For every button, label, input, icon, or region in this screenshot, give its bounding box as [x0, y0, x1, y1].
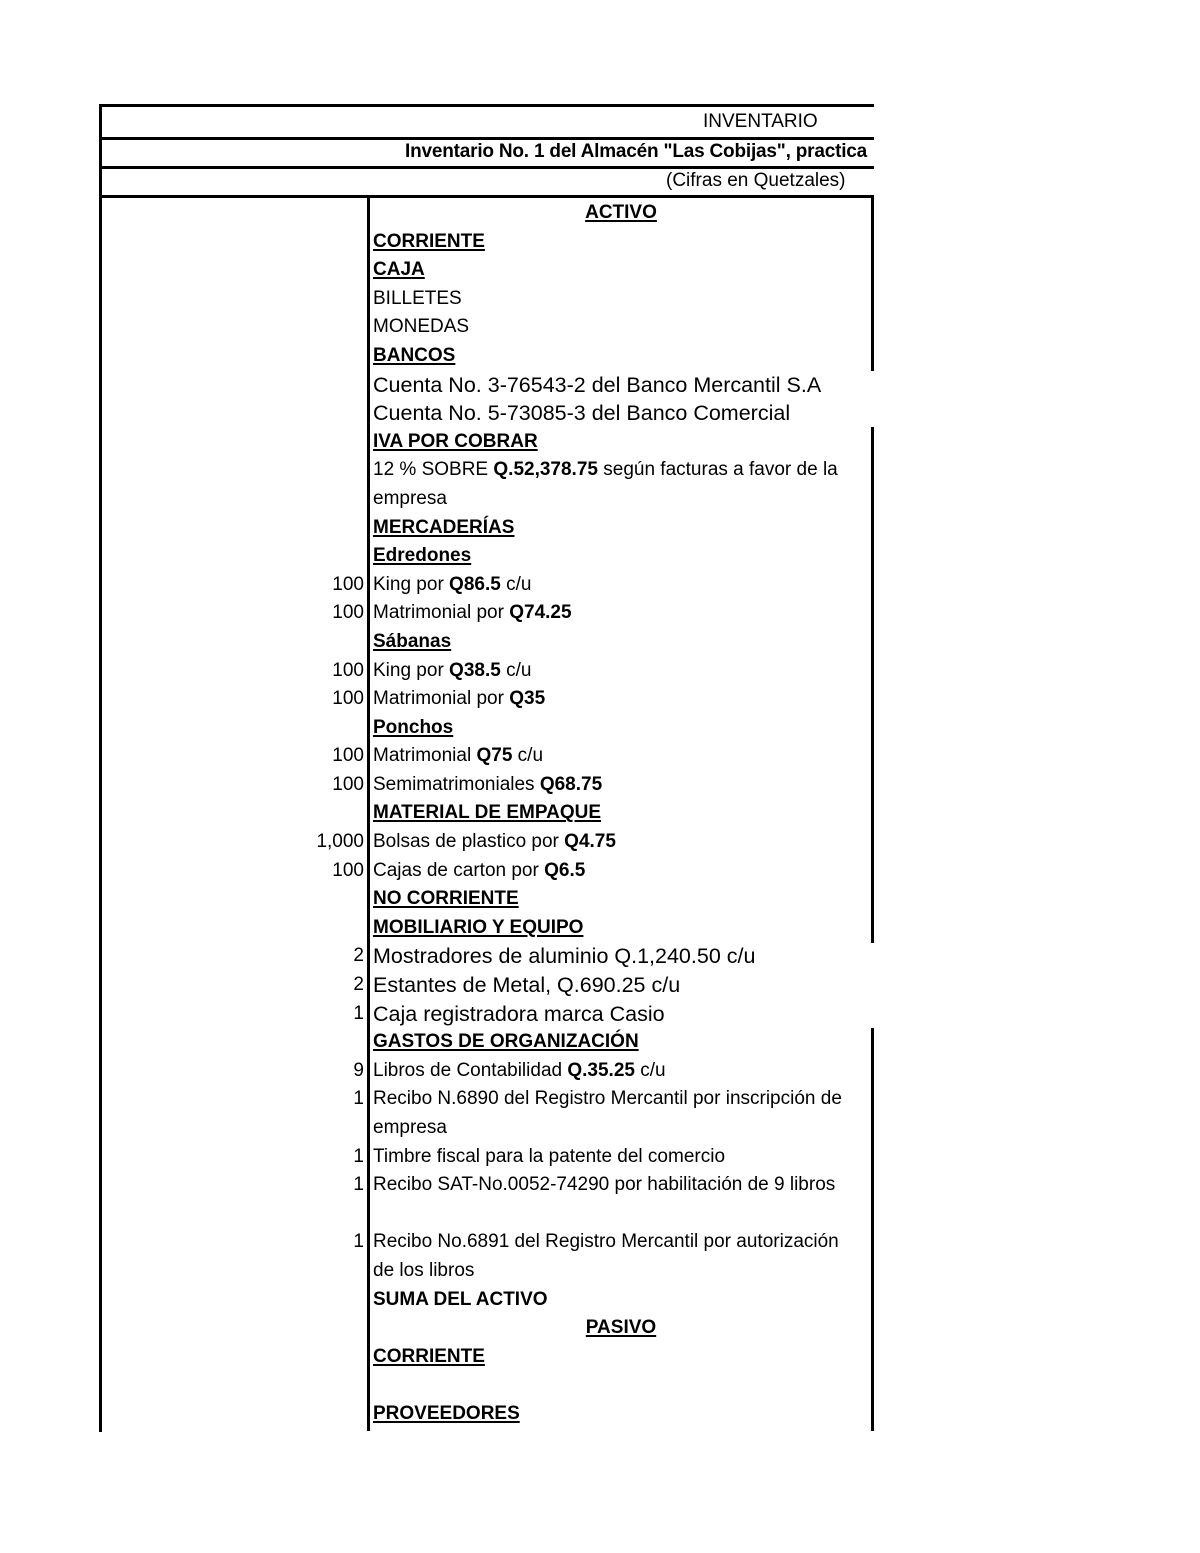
table-row [102, 685, 872, 714]
item-name: Libros de Contabilidad [373, 1059, 568, 1081]
table-row [102, 971, 872, 1000]
table-row [102, 771, 872, 800]
iva-text: 12 % SOBRE [373, 459, 494, 481]
list-item [102, 399, 872, 428]
suma-activo-row [102, 1286, 872, 1315]
edredones-heading: Edredones [373, 545, 472, 567]
item-name: Matrimonial por [373, 688, 510, 710]
item-quantity: 100 [332, 773, 364, 795]
table-row [102, 1257, 872, 1286]
table-row [102, 1228, 872, 1257]
item-quantity: 100 [332, 688, 364, 710]
pasivo-heading: PASIVO [585, 1317, 657, 1339]
item-quantity: 100 [332, 745, 364, 767]
item-name: Bolsas de plastico por [373, 831, 565, 853]
item-quantity: 9 [353, 1059, 364, 1081]
caja-item-billetes: BILLETES [373, 287, 462, 309]
item-description: Mostradores de aluminio Q.1,240.50 c/u [373, 944, 756, 969]
item-unit: c/u [500, 659, 532, 681]
item-description: Recibo N.6890 del Registro Mercantil por inscripción de [373, 1088, 842, 1110]
table-row [102, 657, 872, 686]
table-row [102, 942, 872, 971]
item-quantity: 2 [353, 945, 364, 967]
no-corriente-heading-row [102, 885, 872, 914]
caja-item-monedas: MONEDAS [373, 316, 470, 338]
item-quantity: 1 [353, 1231, 364, 1253]
bank-account-2: Cuenta No. 5-73085-3 del Banco Comercial [373, 401, 791, 426]
item-quantity: 1,000 [316, 831, 364, 853]
item-description: Timbre fiscal para la patente del comercio [373, 1145, 726, 1167]
caja-heading: CAJA [373, 259, 425, 281]
item-price: Q6.5 [544, 859, 586, 881]
inventory-body [102, 199, 872, 1429]
table-row [102, 1057, 872, 1086]
pasivo-heading-row [102, 1314, 872, 1343]
currency-note: (Cifras en Quetzales) [666, 170, 846, 191]
currency-note-row [102, 168, 872, 194]
iva-heading: IVA POR COBRAR [373, 430, 538, 452]
iva-amount: Q.52,378.75 [493, 459, 598, 481]
item-unit: c/u [500, 573, 532, 595]
item-quantity: 1 [353, 1174, 364, 1196]
item-description: Recibo SAT-No.0052-74290 por habilitación de 9 libros [373, 1174, 836, 1196]
list-item [102, 285, 872, 314]
sheet-subtitle: Inventario No. 1 del Almacén "Las Cobijas", practica [405, 141, 868, 162]
table-row [102, 1000, 872, 1029]
list-item [102, 456, 872, 485]
mercaderias-heading: MERCADERÍAS [373, 516, 515, 538]
bancos-heading: BANCOS [373, 344, 456, 366]
title-row [102, 107, 872, 137]
iva-description [373, 456, 870, 485]
item-description [373, 657, 870, 686]
item-description: Estantes de Metal, Q.690.25 c/u [373, 973, 681, 998]
header-divider-3 [99, 195, 874, 198]
gastos-heading: GASTOS DE ORGANIZACIÓN [373, 1031, 639, 1053]
item-quantity: 100 [332, 659, 364, 681]
item-description [373, 828, 870, 857]
item-description [373, 599, 870, 628]
table-row [102, 857, 872, 886]
iva-text-rest: según facturas a favor de la [597, 459, 838, 481]
list-item [102, 371, 872, 400]
item-description: Recibo No.6891 del Registro Mercantil por autorización [373, 1231, 839, 1253]
table-row [102, 828, 872, 857]
corriente-heading-row [102, 228, 872, 257]
table-row [102, 1143, 872, 1172]
item-name: Matrimonial [373, 745, 477, 767]
list-item [102, 313, 872, 342]
item-description [373, 685, 870, 714]
iva-description-continued: empresa [373, 487, 447, 509]
item-description: Caja registradora marca Casio [373, 1001, 665, 1026]
material-empaque-heading-row [102, 799, 872, 828]
item-name: King por [373, 573, 450, 595]
sabanas-heading: Sábanas [373, 630, 452, 652]
mobiliario-heading: MOBILIARIO Y EQUIPO [373, 916, 584, 938]
group-heading-row [102, 542, 872, 571]
pasivo-corriente-heading-row [102, 1343, 872, 1372]
table-row [102, 1085, 872, 1114]
item-description-continued: empresa [373, 1117, 447, 1138]
item-description [373, 742, 870, 771]
item-quantity: 100 [332, 859, 364, 881]
item-description [373, 1057, 870, 1086]
item-unit: c/u [634, 1059, 666, 1081]
group-heading-row [102, 714, 872, 743]
iva-heading-row [102, 428, 872, 457]
item-name: Matrimonial por [373, 602, 510, 624]
mobiliario-heading-row [102, 914, 872, 943]
gastos-heading-row [102, 1028, 872, 1057]
activo-heading-row [102, 199, 872, 228]
table-row [102, 599, 872, 628]
caja-heading-row [102, 256, 872, 285]
activo-heading: ACTIVO [585, 202, 657, 223]
item-quantity: 1 [353, 1002, 364, 1024]
no-corriente-heading: NO CORRIENTE [373, 888, 519, 910]
item-description-continued: de los libros [373, 1259, 475, 1281]
ponchos-heading: Ponchos [373, 716, 454, 738]
item-quantity: 1 [353, 1145, 364, 1167]
blank-row [102, 1200, 872, 1229]
item-price: Q86.5 [449, 573, 501, 595]
item-name: Cajas de carton por [373, 859, 545, 881]
item-name: Semimatrimoniales [373, 773, 540, 795]
list-item [102, 485, 872, 514]
subtitle-row [102, 139, 872, 165]
item-price: Q4.75 [564, 831, 616, 853]
bancos-heading-row [102, 342, 872, 371]
item-unit: c/u [512, 745, 544, 767]
suma-activo-label: SUMA DEL ACTIVO [373, 1288, 548, 1310]
sheet-title: INVENTARIO [703, 111, 818, 132]
group-heading-row [102, 628, 872, 657]
table-row [102, 742, 872, 771]
item-description [373, 857, 870, 886]
table-row [102, 1114, 872, 1143]
proveedores-heading: PROVEEDORES [373, 1402, 520, 1424]
corriente-heading: CORRIENTE [373, 230, 485, 252]
item-price: Q.35.25 [567, 1059, 635, 1081]
bank-account-1: Cuenta No. 3-76543-2 del Banco Mercantil S.A [373, 372, 822, 397]
item-price: Q68.75 [539, 773, 603, 795]
item-name: King por [373, 659, 450, 681]
item-price: Q74.25 [509, 602, 572, 624]
item-description [373, 571, 870, 600]
item-price: Q35 [509, 688, 546, 710]
pasivo-corriente-heading: CORRIENTE [373, 1345, 485, 1367]
item-price: Q75 [476, 745, 513, 767]
item-price: Q38.5 [449, 659, 501, 681]
table-row [102, 1171, 872, 1200]
table-row [102, 571, 872, 600]
mercaderias-heading-row [102, 514, 872, 543]
material-empaque-heading: MATERIAL DE EMPAQUE [373, 802, 602, 824]
proveedores-heading-row [102, 1400, 872, 1429]
blank-row [102, 1371, 872, 1400]
item-quantity: 1 [353, 1088, 364, 1110]
item-quantity: 100 [332, 602, 364, 624]
item-quantity: 2 [353, 974, 364, 996]
item-quantity: 100 [332, 573, 364, 595]
item-description [373, 771, 870, 800]
